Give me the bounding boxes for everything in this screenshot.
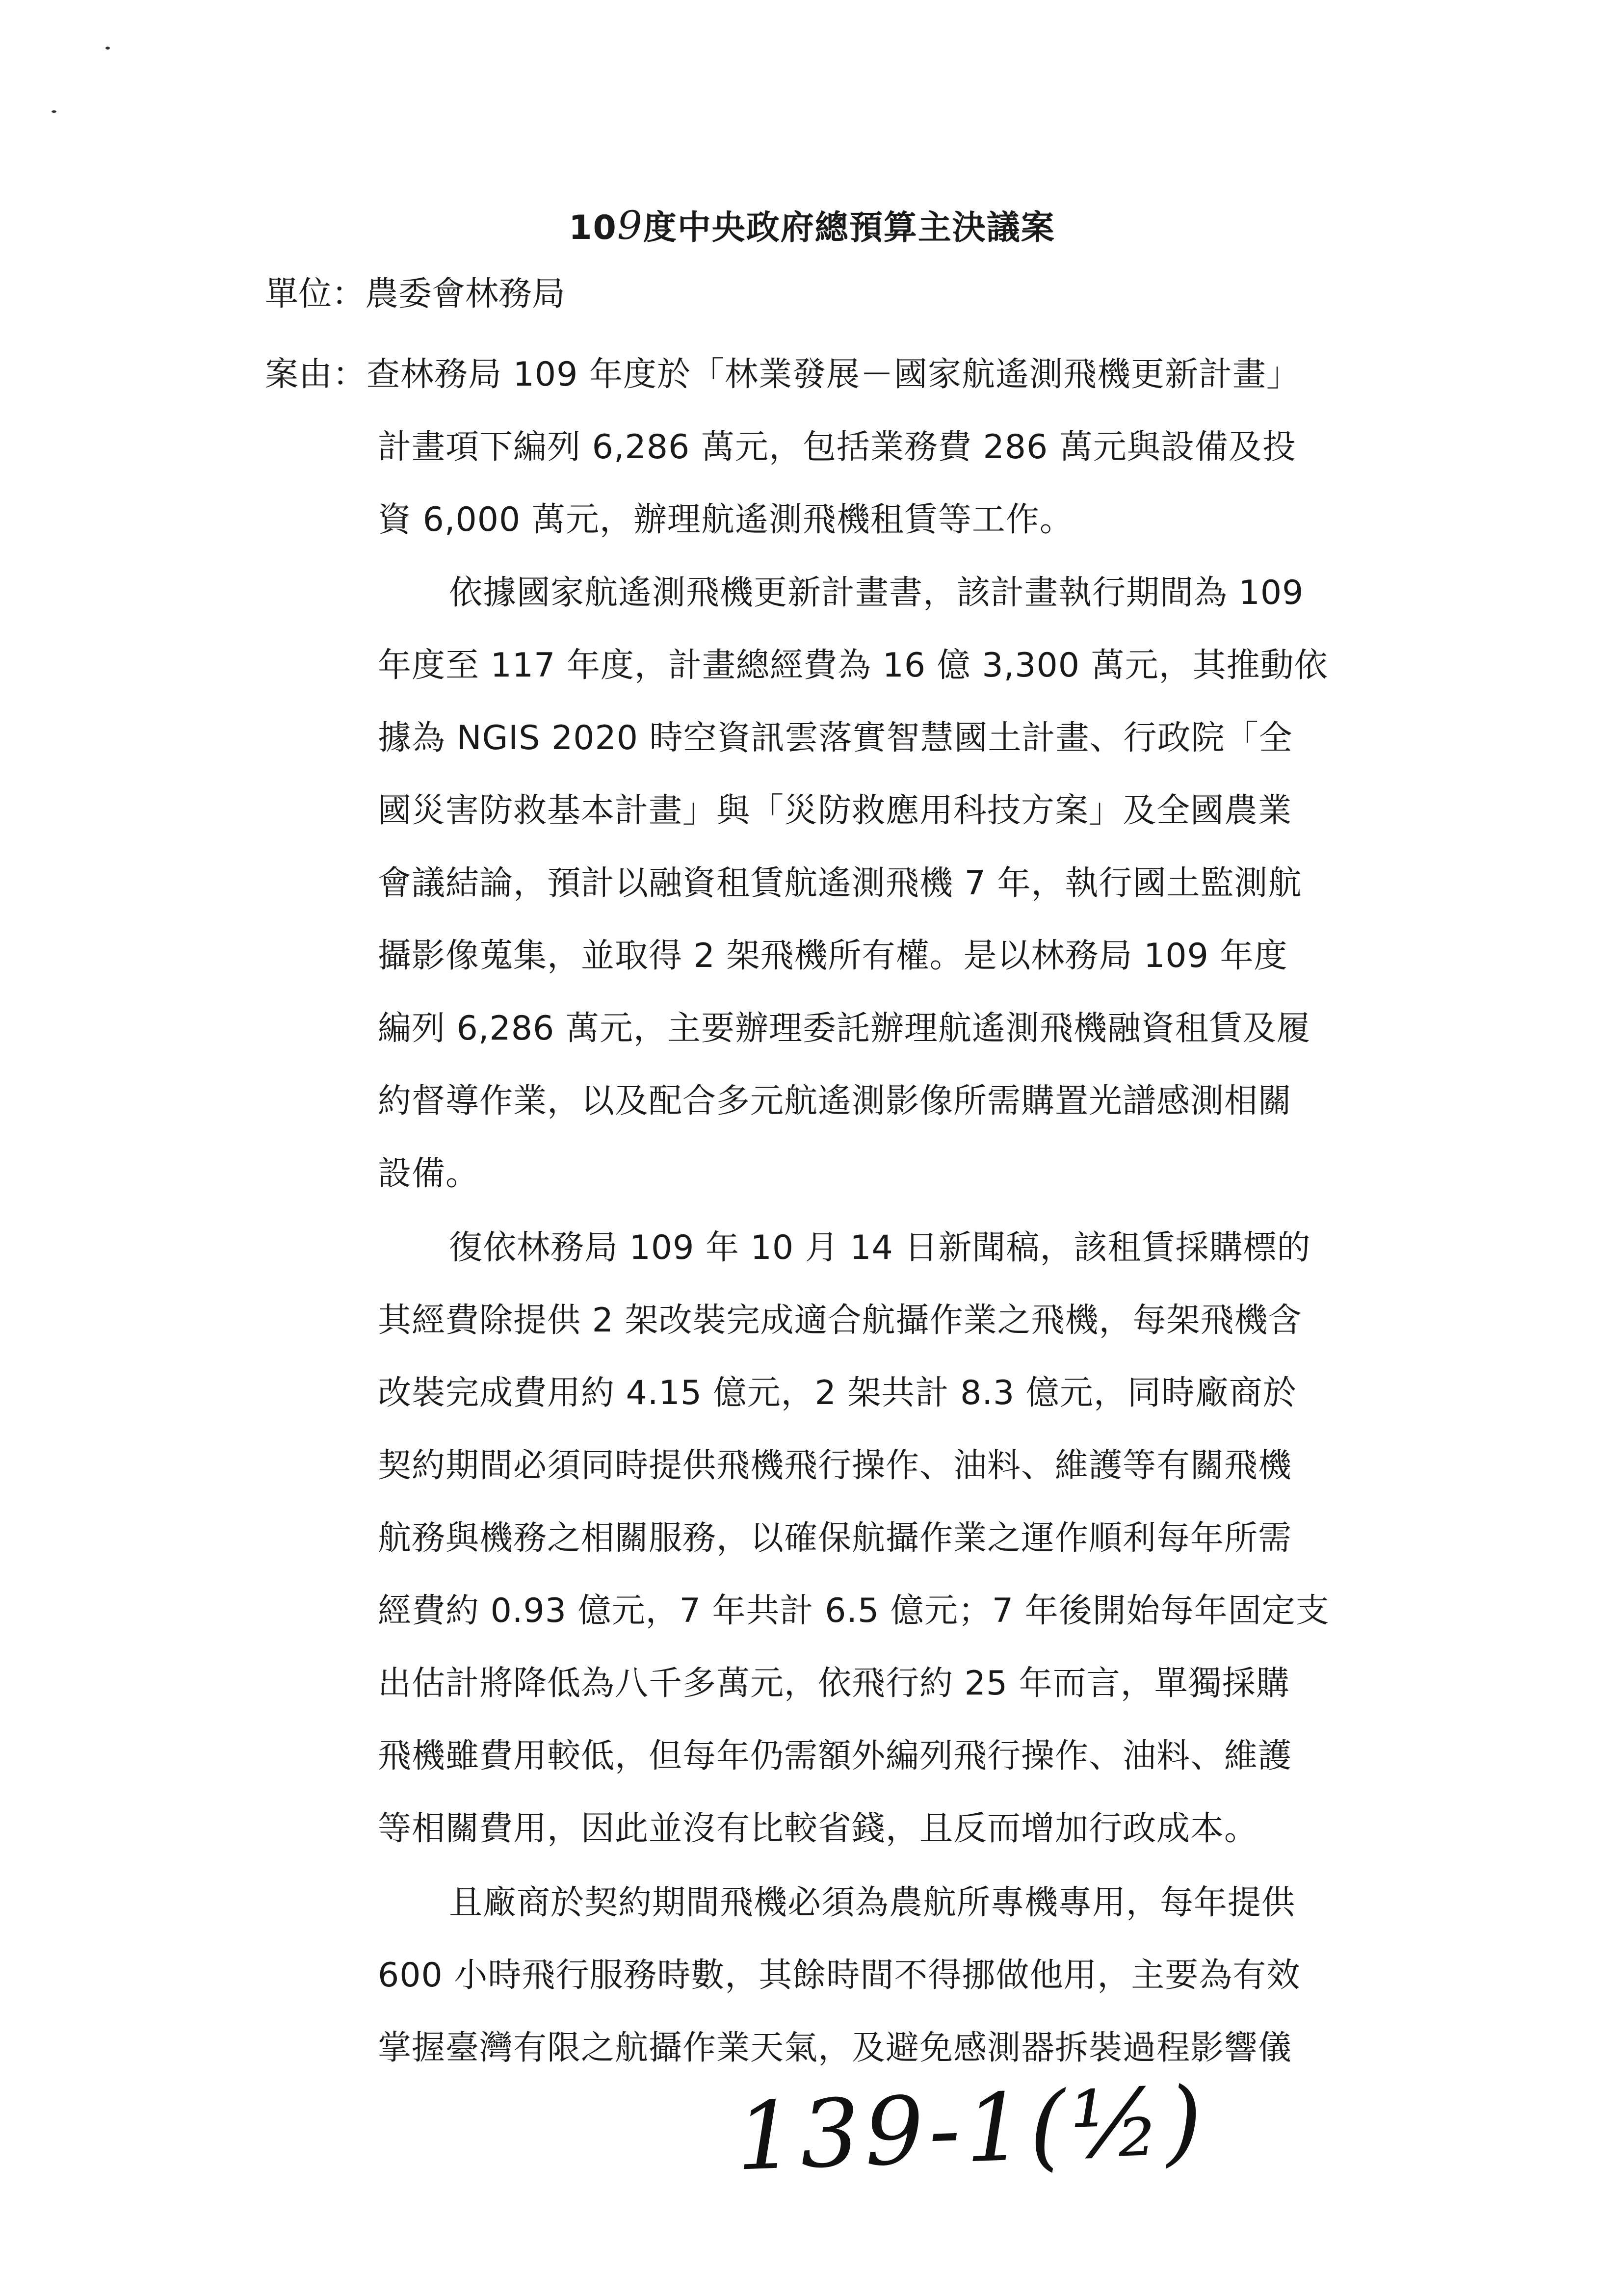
paragraph-line: 會議結論，預計以融資租賃航遙測飛機 7 年，執行國土監測航 <box>378 864 1302 903</box>
paragraph-line: 年度至 117 年度，計畫總經費為 16 億 3,300 萬元，其推動依 <box>378 646 1328 685</box>
paragraph-line: 改裝完成費用約 4.15 億元，2 架共計 8.3 億元，同時廠商於 <box>378 1374 1297 1412</box>
title-prefix: 10 <box>569 209 617 247</box>
paragraph-3 <box>378 1867 1403 2085</box>
paragraph-line: 約督導作業，以及配合多元航遙測影像所需購置光譜感測相關 <box>378 1082 1292 1121</box>
paragraph-line: 600 小時飛行服務時數，其餘時間不得挪做他用，主要為有效 <box>378 1956 1301 1995</box>
paragraph-line: 等相關費用，因此並沒有比較省錢，且反而增加行政成本。 <box>378 1809 1258 1848</box>
document-title <box>0 201 1624 253</box>
unit-line: 單位：農委會林務局 <box>265 275 566 313</box>
paragraph-line: 復依林務局 109 年 10 月 14 日新聞稿，該租賃採購標的 <box>449 1228 1311 1267</box>
cause-line: 計畫項下編列 6,286 萬元，包括業務費 286 萬元與設備及投 <box>378 428 1296 467</box>
paragraph-line: 契約期間必須同時提供飛機飛行操作、油料、維護等有關飛機 <box>378 1446 1292 1485</box>
paragraph-line: 飛機雖費用較低，但每年仍需額外編列飛行操作、油料、維護 <box>378 1737 1292 1775</box>
scan-speck <box>105 47 110 50</box>
paragraph-line: 依據國家航遙測飛機更新計畫書，該計畫執行期間為 109 <box>449 574 1304 612</box>
paragraph-line: 且廠商於契約期間飛機必須為農航所專機專用，每年提供 <box>449 1883 1296 1922</box>
paragraph-line: 其經費除提供 2 架改裝完成適合航攝作業之飛機，每架飛機含 <box>378 1301 1302 1340</box>
paragraph-line: 攝影像蒐集，並取得 2 架飛機所有權。是以林務局 109 年度 <box>378 937 1288 975</box>
paragraph-line: 國災害防救基本計畫」與「災防救應用科技方案」及全國農業 <box>378 791 1292 830</box>
paragraph-line: 編列 6,286 萬元，主要辦理委託辦理航遙測飛機融資租賃及履 <box>378 1009 1310 1048</box>
paragraph-line: 經費約 0.93 億元，7 年共計 6.5 億元；7 年後開始每年固定支 <box>378 1592 1330 1630</box>
paragraph-line: 出估計將降低為八千多萬元，依飛行約 25 年而言，單獨採購 <box>378 1664 1290 1703</box>
title-suffix: 度中央政府總預算主決議案 <box>643 209 1055 247</box>
cause-line: 案由：查林務局 109 年度於「林業發展－國家航遙測飛機更新計畫」 <box>265 355 1301 394</box>
paragraph-2 <box>378 1212 1403 1865</box>
handwritten-page-number: 139-1(½) <box>734 2066 1209 2192</box>
cause-line: 資 6,000 萬元，辦理航遙測飛機租賃等工作。 <box>378 500 1074 539</box>
paragraph-line: 航務與機務之相關服務，以確保航攝作業之運作順利每年所需 <box>378 1519 1292 1558</box>
paragraph-line: 據為 NGIS 2020 時空資訊雲落實智慧國土計畫、行政院「全 <box>378 719 1293 757</box>
cause-section <box>265 339 1403 556</box>
title-handwritten-digit: 9 <box>617 203 643 248</box>
paragraph-1 <box>378 557 1403 1210</box>
paragraph-line: 設備。 <box>378 1154 480 1193</box>
paragraph-line: 掌握臺灣有限之航攝作業天氣，及避免感測器拆裝過程影響儀 <box>378 2029 1292 2067</box>
scan-speck <box>52 110 56 113</box>
